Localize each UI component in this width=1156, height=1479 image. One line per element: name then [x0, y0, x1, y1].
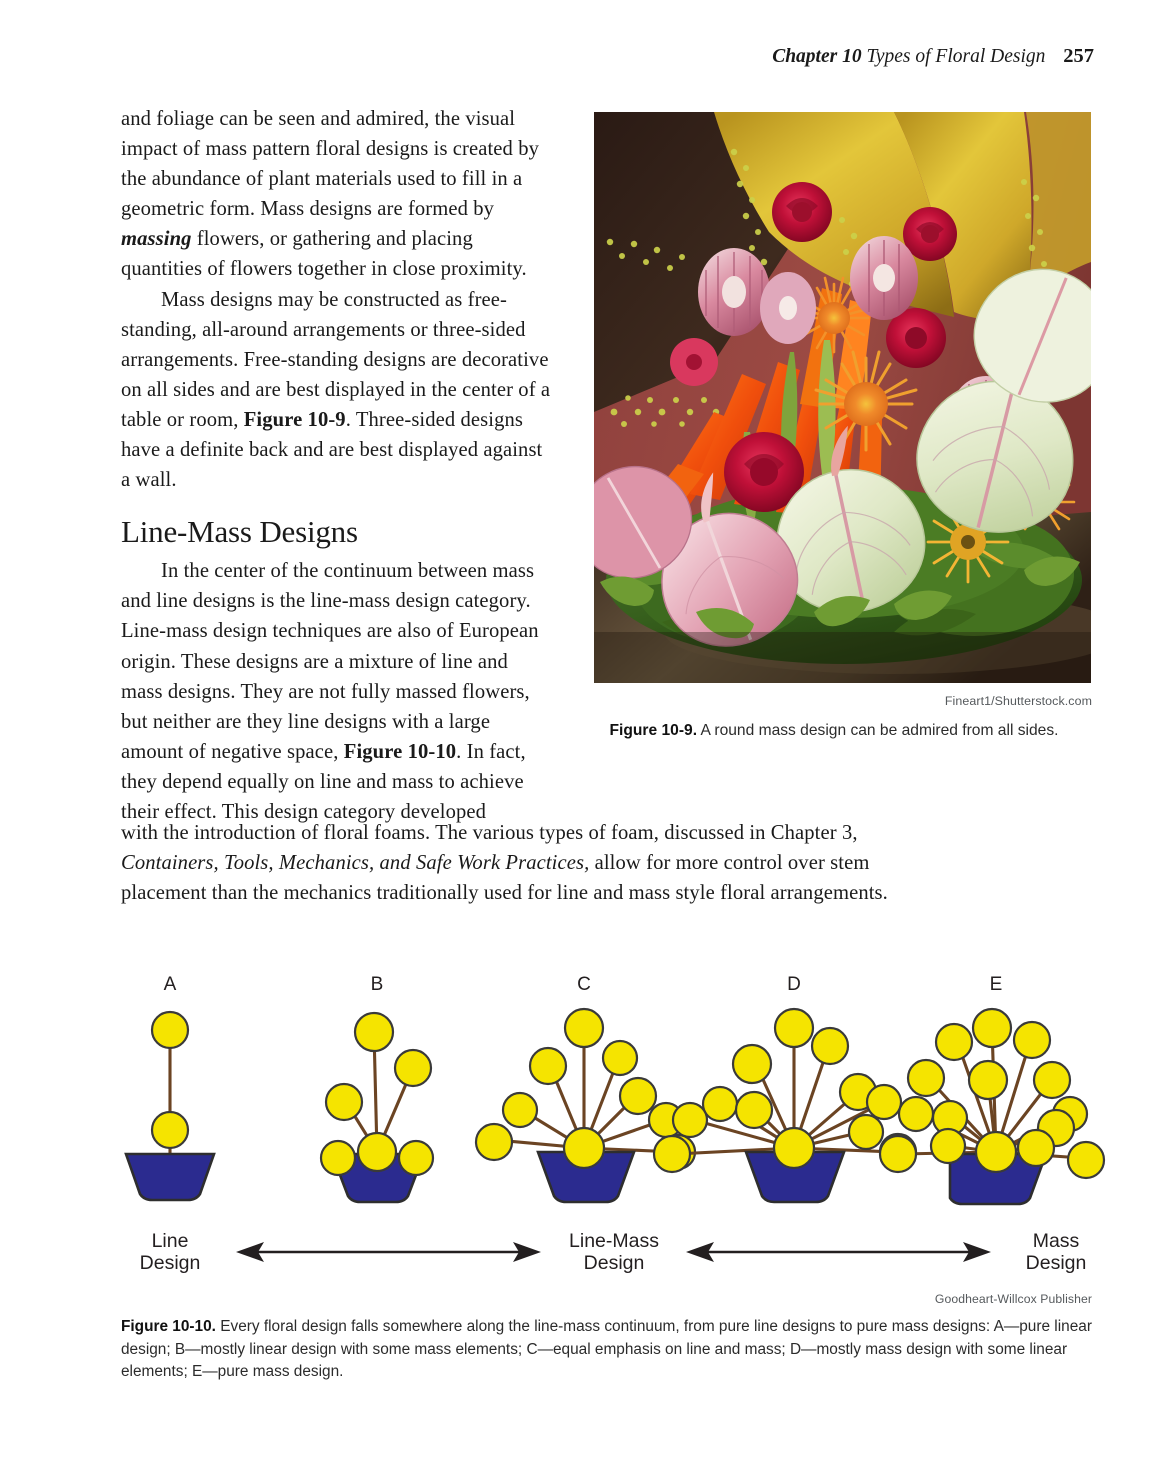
- paragraph-3-part-a: In the center of the continuum between mass and line designs is the line-mass design category. Line-mass design techniques are also of European origin. These designs are a mixture of line and mass designs. They are not fully massed flowers, but neither are they line designs with a large amount of negative space,: [121, 560, 539, 763]
- page-number: 257: [1063, 45, 1094, 67]
- paragraph-1-part-b: flowers, or gathering and placing quantities of flowers together in close proximity.: [121, 228, 527, 281]
- body-text-full-width: [121, 818, 911, 908]
- axis-label-linemass-1: Line-Mass: [569, 1230, 659, 1252]
- svg-text:D: D: [787, 974, 801, 995]
- photo-credit: Fineart1/Shutterstock.com: [944, 694, 1092, 708]
- paragraph-4: [121, 818, 911, 908]
- figure-reference-10-10: Figure 10-10: [343, 740, 457, 763]
- paragraph-1-part-a: and foliage can be seen and admired, the visual impact of mass pattern floral designs is created by the abundance of plant materials used to fill in a geometric form. Mass designs are formed by: [121, 108, 539, 221]
- paragraph-4-part-a: with the introduction of floral foams. The various types of foam, discussed in Chapter 3,: [121, 822, 858, 844]
- paragraph-4-part-b: allow for more control over stem placement than the mechanics traditionally used for line and mass style floral arrangements.: [121, 852, 888, 905]
- paragraph-2-part-a: Mass designs may be constructed as free-standing, all-around arrangements or three-sided arrangements. Free-standing designs are decorative on all sides and are best displayed in the center of a table or room,: [121, 288, 551, 431]
- body-text-column: [121, 104, 553, 827]
- running-head-chapter: Chapter 10: [772, 46, 862, 67]
- axis-label-mass-1: Mass: [1032, 1230, 1080, 1252]
- svg-text:C: C: [577, 974, 591, 995]
- axis-label-line-1: Line: [151, 1230, 189, 1252]
- svg-text:A: A: [163, 974, 177, 995]
- figure-10-9-caption-text: A round mass design can be admired from all sides.: [697, 722, 1059, 739]
- panel-b: [321, 974, 433, 1202]
- section-heading: Line-Mass Designs: [121, 514, 358, 550]
- running-head-title: Types of Floral Design: [866, 46, 1046, 67]
- panel-d: [654, 974, 916, 1202]
- axis-label-line-2: Design: [139, 1252, 201, 1274]
- axis-label-mass-2: Design: [1025, 1252, 1087, 1274]
- term-massing: massing: [121, 228, 192, 251]
- paragraph-1: [121, 104, 553, 285]
- paragraph-3-part-b: . In fact, they depend equally on line and mass to achieve their effect. This design category developed: [121, 740, 526, 823]
- figure-10-10-diagram: [56, 962, 1106, 1292]
- figure-10-9-label: Figure 10-9.: [609, 722, 698, 739]
- panel-a: [126, 974, 214, 1200]
- paragraph-2-part-b: . Three-sided designs have a definite back and are best displayed against a wall.: [121, 408, 543, 492]
- figure-10-9-caption: [575, 720, 1093, 741]
- figure-10-10-caption: [121, 1316, 1093, 1384]
- svg-text:E: E: [989, 974, 1003, 995]
- figure-10-10-caption-text: Every floral design falls somewhere along the line-mass continuum, from pure line designs to pure mass designs: A—pure linear design; B—mostly linear design with some mass elements; C—equal emphasis on line and mass; D—mostly mass design with some linear elements; E—pure mass design.: [121, 1318, 1092, 1380]
- paragraph-2: [121, 285, 553, 496]
- figure-10-10-label: Figure 10-10.: [121, 1318, 216, 1335]
- running-head: [772, 45, 1094, 68]
- axis-label-linemass-2: Design: [583, 1252, 645, 1274]
- svg-text:B: B: [370, 974, 384, 995]
- diagram-credit: Goodheart-Willcox Publisher: [934, 1292, 1092, 1306]
- figure-reference-10-9: Figure 10-9: [243, 408, 346, 431]
- paragraph-3: [121, 556, 553, 827]
- chapter-3-title: Containers, Tools, Mechanics, and Safe Work Practices,: [121, 852, 590, 875]
- panel-e: [880, 974, 1104, 1204]
- continuum-axis: [140, 1230, 1087, 1274]
- figure-10-9-photo: [594, 112, 1091, 683]
